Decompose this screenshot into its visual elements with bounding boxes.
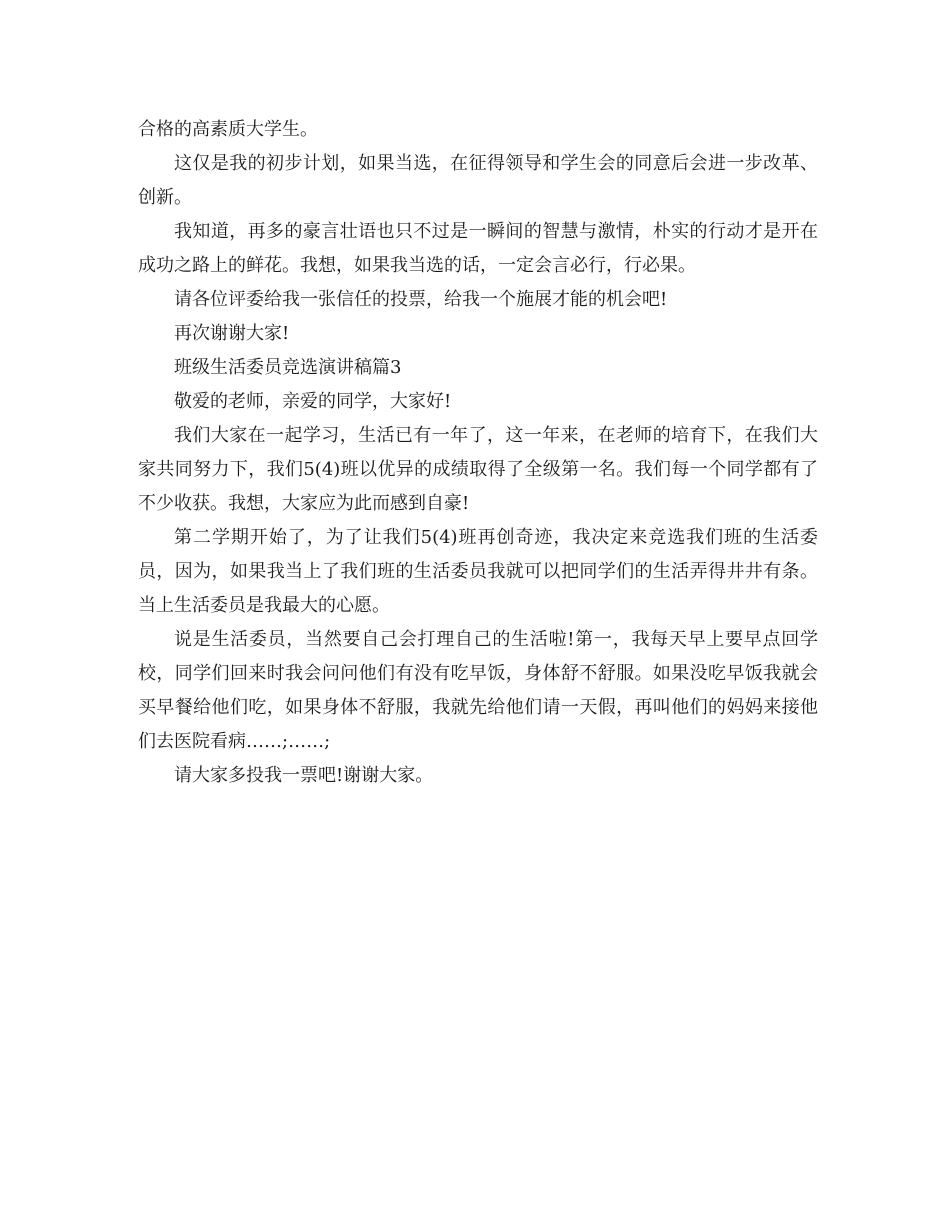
document-body: [138, 113, 818, 793]
paragraph: 说是生活委员，当然要自己会打理自己的生活啦!第一，我每天早上要早点回学校，同学们回来时我会问问他们有没有吃早饭，身体舒不舒服。如果没吃早饭我就会买早餐给他们吃，如果身体不舒服，我就先给他们请一天假，再叫他们的妈妈来接他们去医院看病……;……;: [138, 629, 818, 752]
paragraph: 我们大家在一起学习，生活已有一年了，这一年来，在老师的培育下，在我们大家共同努力下，我们5(4)班以优异的成绩取得了全级第一名。我们每一个同学都有了不少收获。我想，大家应为此而感到自豪!: [138, 425, 818, 514]
paragraph: 请各位评委给我一张信任的投票，给我一个施展才能的机会吧!: [174, 289, 668, 310]
closing: 请大家多投我一票吧!谢谢大家。: [174, 765, 434, 786]
paragraph: 这仅是我的初步计划，如果当选，在征得领导和学生会的同意后会进一步改革、创新。: [138, 153, 818, 208]
section-heading: 班级生活委员竞选演讲稿篇3: [174, 357, 402, 378]
paragraph: 第二学期开始了，为了让我们5(4)班再创奇迹，我决定来竞选我们班的生活委员，因为，如果我当上了我们班的生活委员我就可以把同学们的生活弄得井井有条。当上生活委员是我最大的心愿。: [138, 527, 818, 616]
paragraph: 再次谢谢大家!: [174, 323, 290, 344]
paragraph: 我知道，再多的豪言壮语也只不过是一瞬间的智慧与激情，朴实的行动才是开在成功之路上的鲜花。我想，如果我当选的话，一定会言必行，行必果。: [138, 221, 818, 276]
paragraph: 合格的高素质大学生。: [138, 119, 318, 140]
greeting: 敬爱的老师，亲爱的同学，大家好!: [174, 391, 452, 412]
